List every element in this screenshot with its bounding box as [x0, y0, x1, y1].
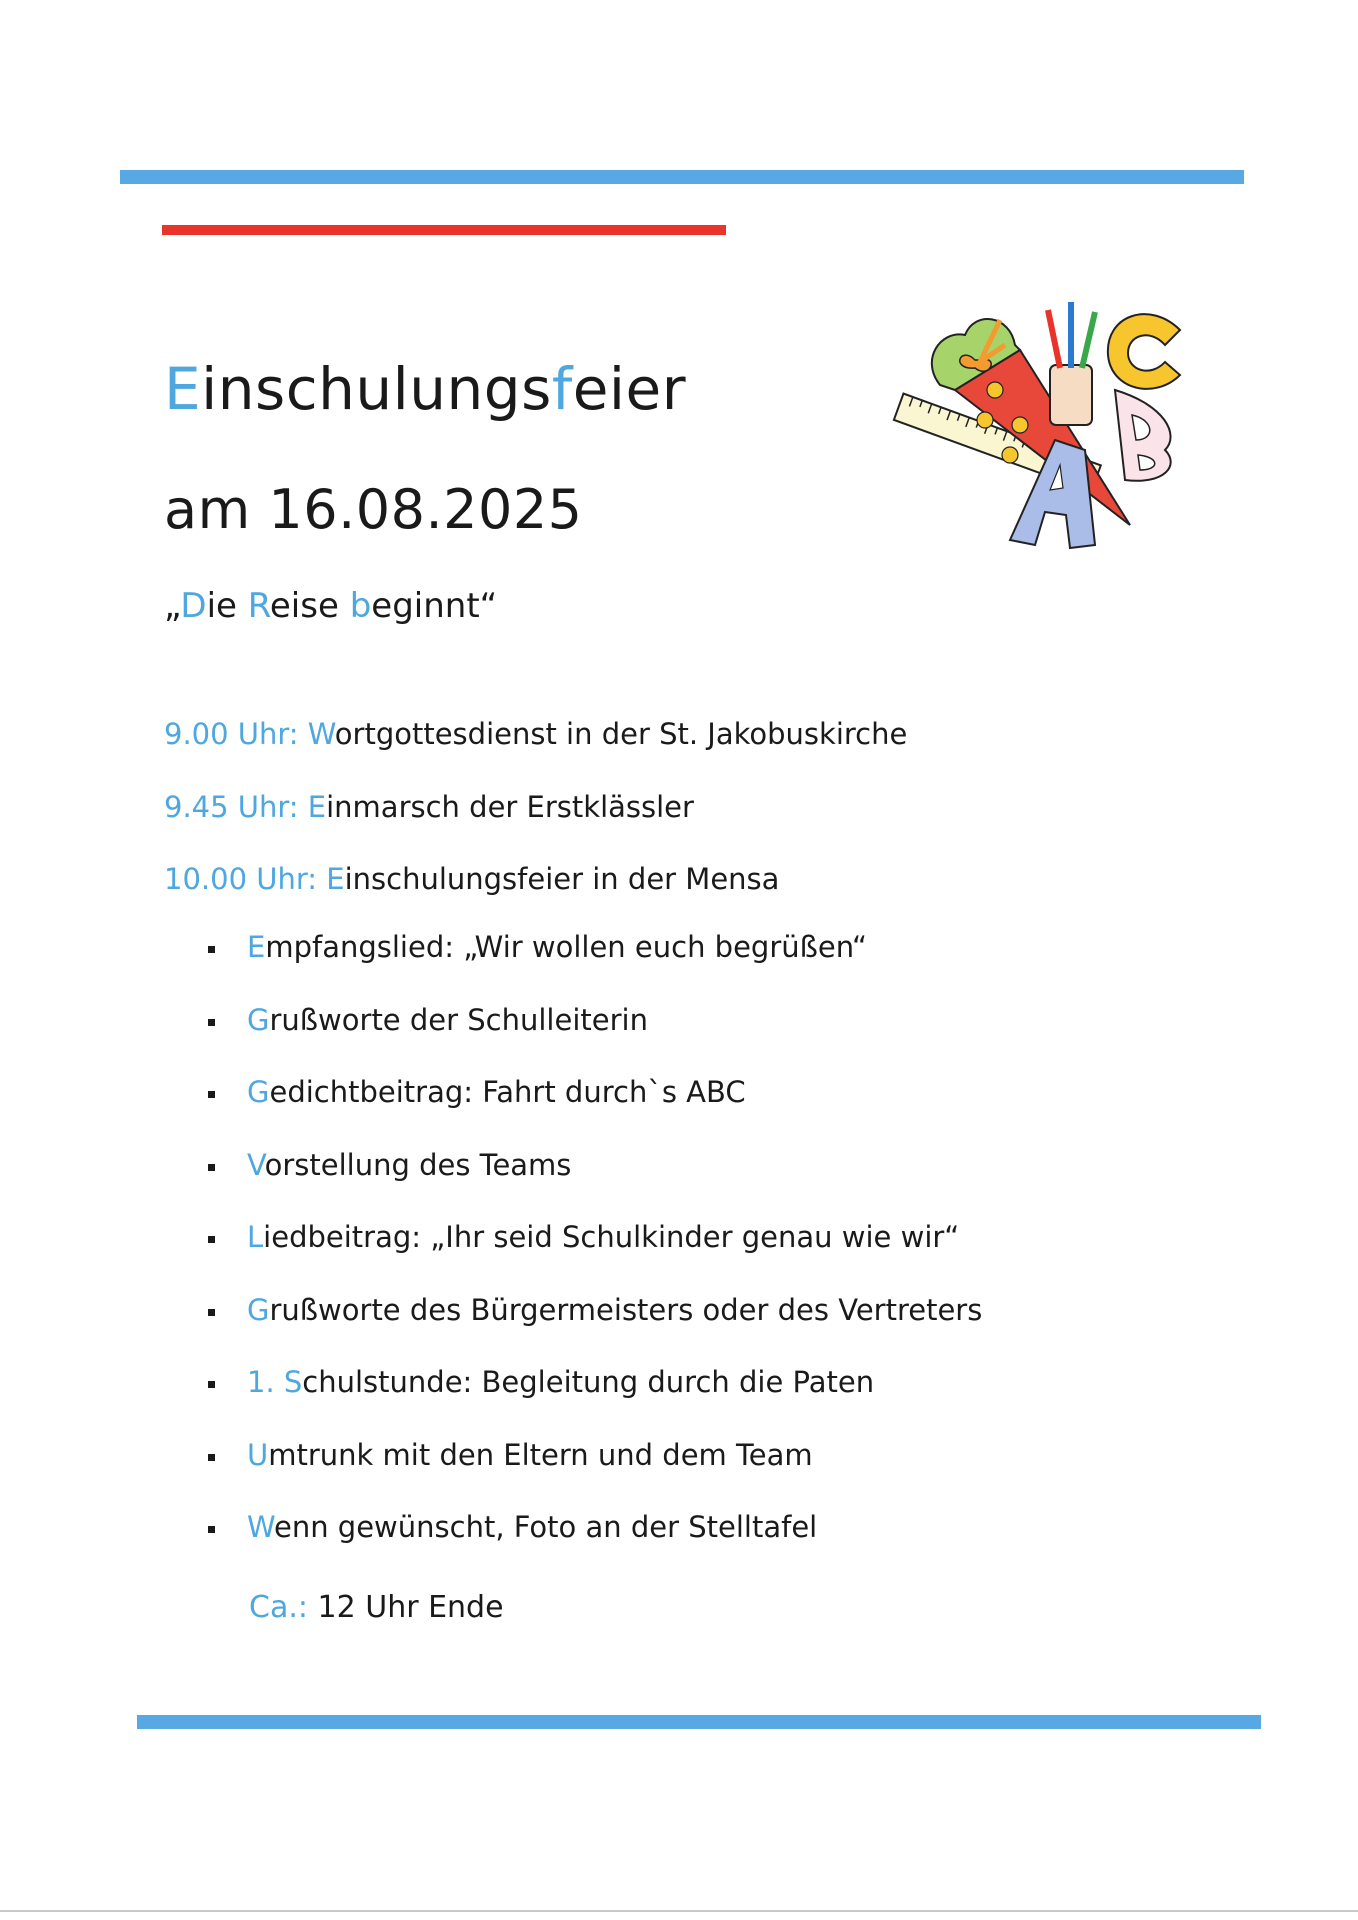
bullet-icon [208, 1526, 215, 1533]
top-red-rule [162, 225, 726, 235]
top-blue-rule [120, 170, 1244, 184]
page-title: Einschulungsfeier [164, 355, 687, 423]
bullet-icon [208, 1454, 215, 1461]
motto: „Die Reise beginnt“ [164, 586, 498, 626]
schedule-line: 9.45 Uhr: Einmarsch der Erstklässler [164, 790, 694, 824]
bullet-icon [208, 1309, 215, 1316]
bullet-icon [208, 1164, 215, 1171]
schedule-line: 9.00 Uhr: Wortgottesdienst in der St. Jakobuskirche [164, 717, 908, 751]
end-time-note: Ca.: 12 Uhr Ende [249, 1590, 504, 1625]
bullet-icon [208, 1381, 215, 1388]
bullet-icon [208, 1091, 215, 1098]
school-cone-clipart-icon [880, 290, 1210, 560]
bottom-blue-rule [137, 1715, 1261, 1729]
scan-edge-line [0, 1910, 1358, 1912]
bullet-icon [208, 1019, 215, 1026]
schedule-line: 10.00 Uhr: Einschulungsfeier in der Mensa [164, 862, 780, 896]
event-date: am 16.08.2025 [164, 478, 583, 541]
bullet-icon [208, 1236, 215, 1243]
bullet-icon [208, 946, 215, 953]
